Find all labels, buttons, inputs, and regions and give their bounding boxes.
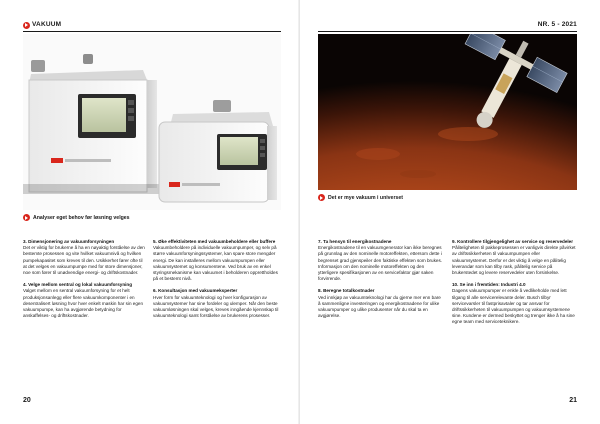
header-rule (318, 31, 577, 32)
section-label: VAKUUM (32, 21, 62, 28)
paragraph-body: Valget mellom en sentral vakuumforsyning for et helt produksjonsanlegg eller flere vakuumkomponenter i en desentralisert løsning hvor hver enkelt maskin har sin egen vakuumpumpe, kan ha avgjørende betydning for anskaffelses- og driftskostnader. (23, 288, 144, 319)
right-caption-text: Det er mye vakuum i universet (328, 194, 403, 201)
mars-spacecraft-photo (318, 34, 577, 190)
paragraph-body: Dagens vakuumpumper er enkle å vedlikeholde med lett tilgang til alle servicerelevante deler. Busch tilbyr servicevarsler til fastprisavtaler og tar ansvar for driftssikkerheten til vakuumpumpen og vakuumsystemene sine. Kundene er dermed beskyttet og trenger ikke å ha sine egne team med serviceteknikere. (452, 288, 575, 325)
left-caption-text: Analyser eget behov før løsning velges (33, 214, 130, 221)
paragraph-body: Hver form for vakuumteknologi og hver konfigurasjon av vakuumsystemer har sine fordeler og ulemper. Når den beste vakuumløsningen skal velges, kreves inngående kjennskap til vakuumteknologi samt forståelse av brukerens prosesser. (153, 294, 279, 319)
paragraph-heading: 5. Øke effektiviteten med vakuumbeholdere eller buffere (153, 239, 276, 244)
header-rule (23, 31, 281, 32)
paragraph-body: Det er viktig for brukerne å ha en nøyaktig forståelse av den bestemte prosessen og vite hvilket vakuumnivå og hvilken pumpekapasitet som kreves til den. Usikkerhet fører ofte til at det velges en vakuumpumpe med for store dimensjoner, noe som fører til unødvendige energi- og driftskostnader. (23, 245, 145, 276)
paragraph-heading: 6. Konsultasjon med vakuumeksperter (153, 288, 238, 294)
vakuum-section-icon (23, 22, 30, 29)
left-page-number: 20 (23, 397, 31, 404)
right-column-1 (318, 233, 444, 325)
vacuum-pumps-photo (23, 34, 281, 210)
right-column-2 (452, 233, 577, 332)
paragraph-heading: 8. Beregne totalkostnader (318, 288, 375, 294)
caption-arrow-icon (23, 214, 30, 221)
right-page (300, 0, 600, 424)
paragraph-heading: 3. Dimensjonering av vakuumforsyningen (23, 239, 115, 244)
paragraph-body: Påliteligheten til pakkeprosessen er vanligvis direkte påvirket av driftssikkerheten til vakuumpumpen eller vakuumsystemet. Derfor er det viktig å velge en pålitelig leverandør som kan tilby rask, pålitelig service på brukerstedet og levere reservedeler uten forsinkelse. (452, 245, 576, 276)
issue-label: NR. 5 - 2021 (537, 21, 577, 28)
right-image-caption (318, 194, 403, 201)
paragraph-heading: 7. Ta hensyn til energikostnadene (318, 239, 392, 244)
left-column-1 (23, 233, 145, 325)
paragraph-heading: 10. Se inn i fremtiden: Industri 4.0 (452, 282, 526, 288)
paragraph-heading: 9. Kontrollere tilgjengelighet av service og reservedeler (452, 239, 574, 244)
left-column-2 (153, 233, 281, 325)
paragraph-body: Vakuumbeholdere på individuelle vakuumpumper, og selv på større vakuumforsyningssystemer, kan spare store mengder energi. De kan installeres mellom vakuumpumpen eller vakuumsystemet og konsumentene. Ved bruk av en enkel styringsmekanisme kan vakuumet i beholderen opprettholdes på et bestemt nivå. (153, 245, 278, 282)
right-page-number: 21 (569, 397, 577, 404)
paragraph-body: Energikostnadene til en vakuumgenerator kan ikke beregnes på grunnlag av den nominelle motoreffekten, ettersom dette i begrenset grad gjenspeiler den faktiske effekten som brukes. Informasjon om den nominelle motoreffekten og den ytterligere spesifikasjonen av en servicefaktor gjør saken forvirrende. (318, 245, 443, 282)
left-image-caption (23, 214, 130, 221)
paragraph-body: Ved innkjøp av vakuumteknologi har du gjerne mer enn bare å sammenligne investeringen og energikostnadene for ulike vakuumpumper og ulike produsenter når du skal ta en avgjørelse. (318, 294, 441, 319)
paragraph-heading: 4. Velge mellom sentral og lokal vakuumforsyning (23, 282, 133, 288)
section-marker (23, 21, 61, 29)
caption-arrow-icon (318, 194, 325, 201)
